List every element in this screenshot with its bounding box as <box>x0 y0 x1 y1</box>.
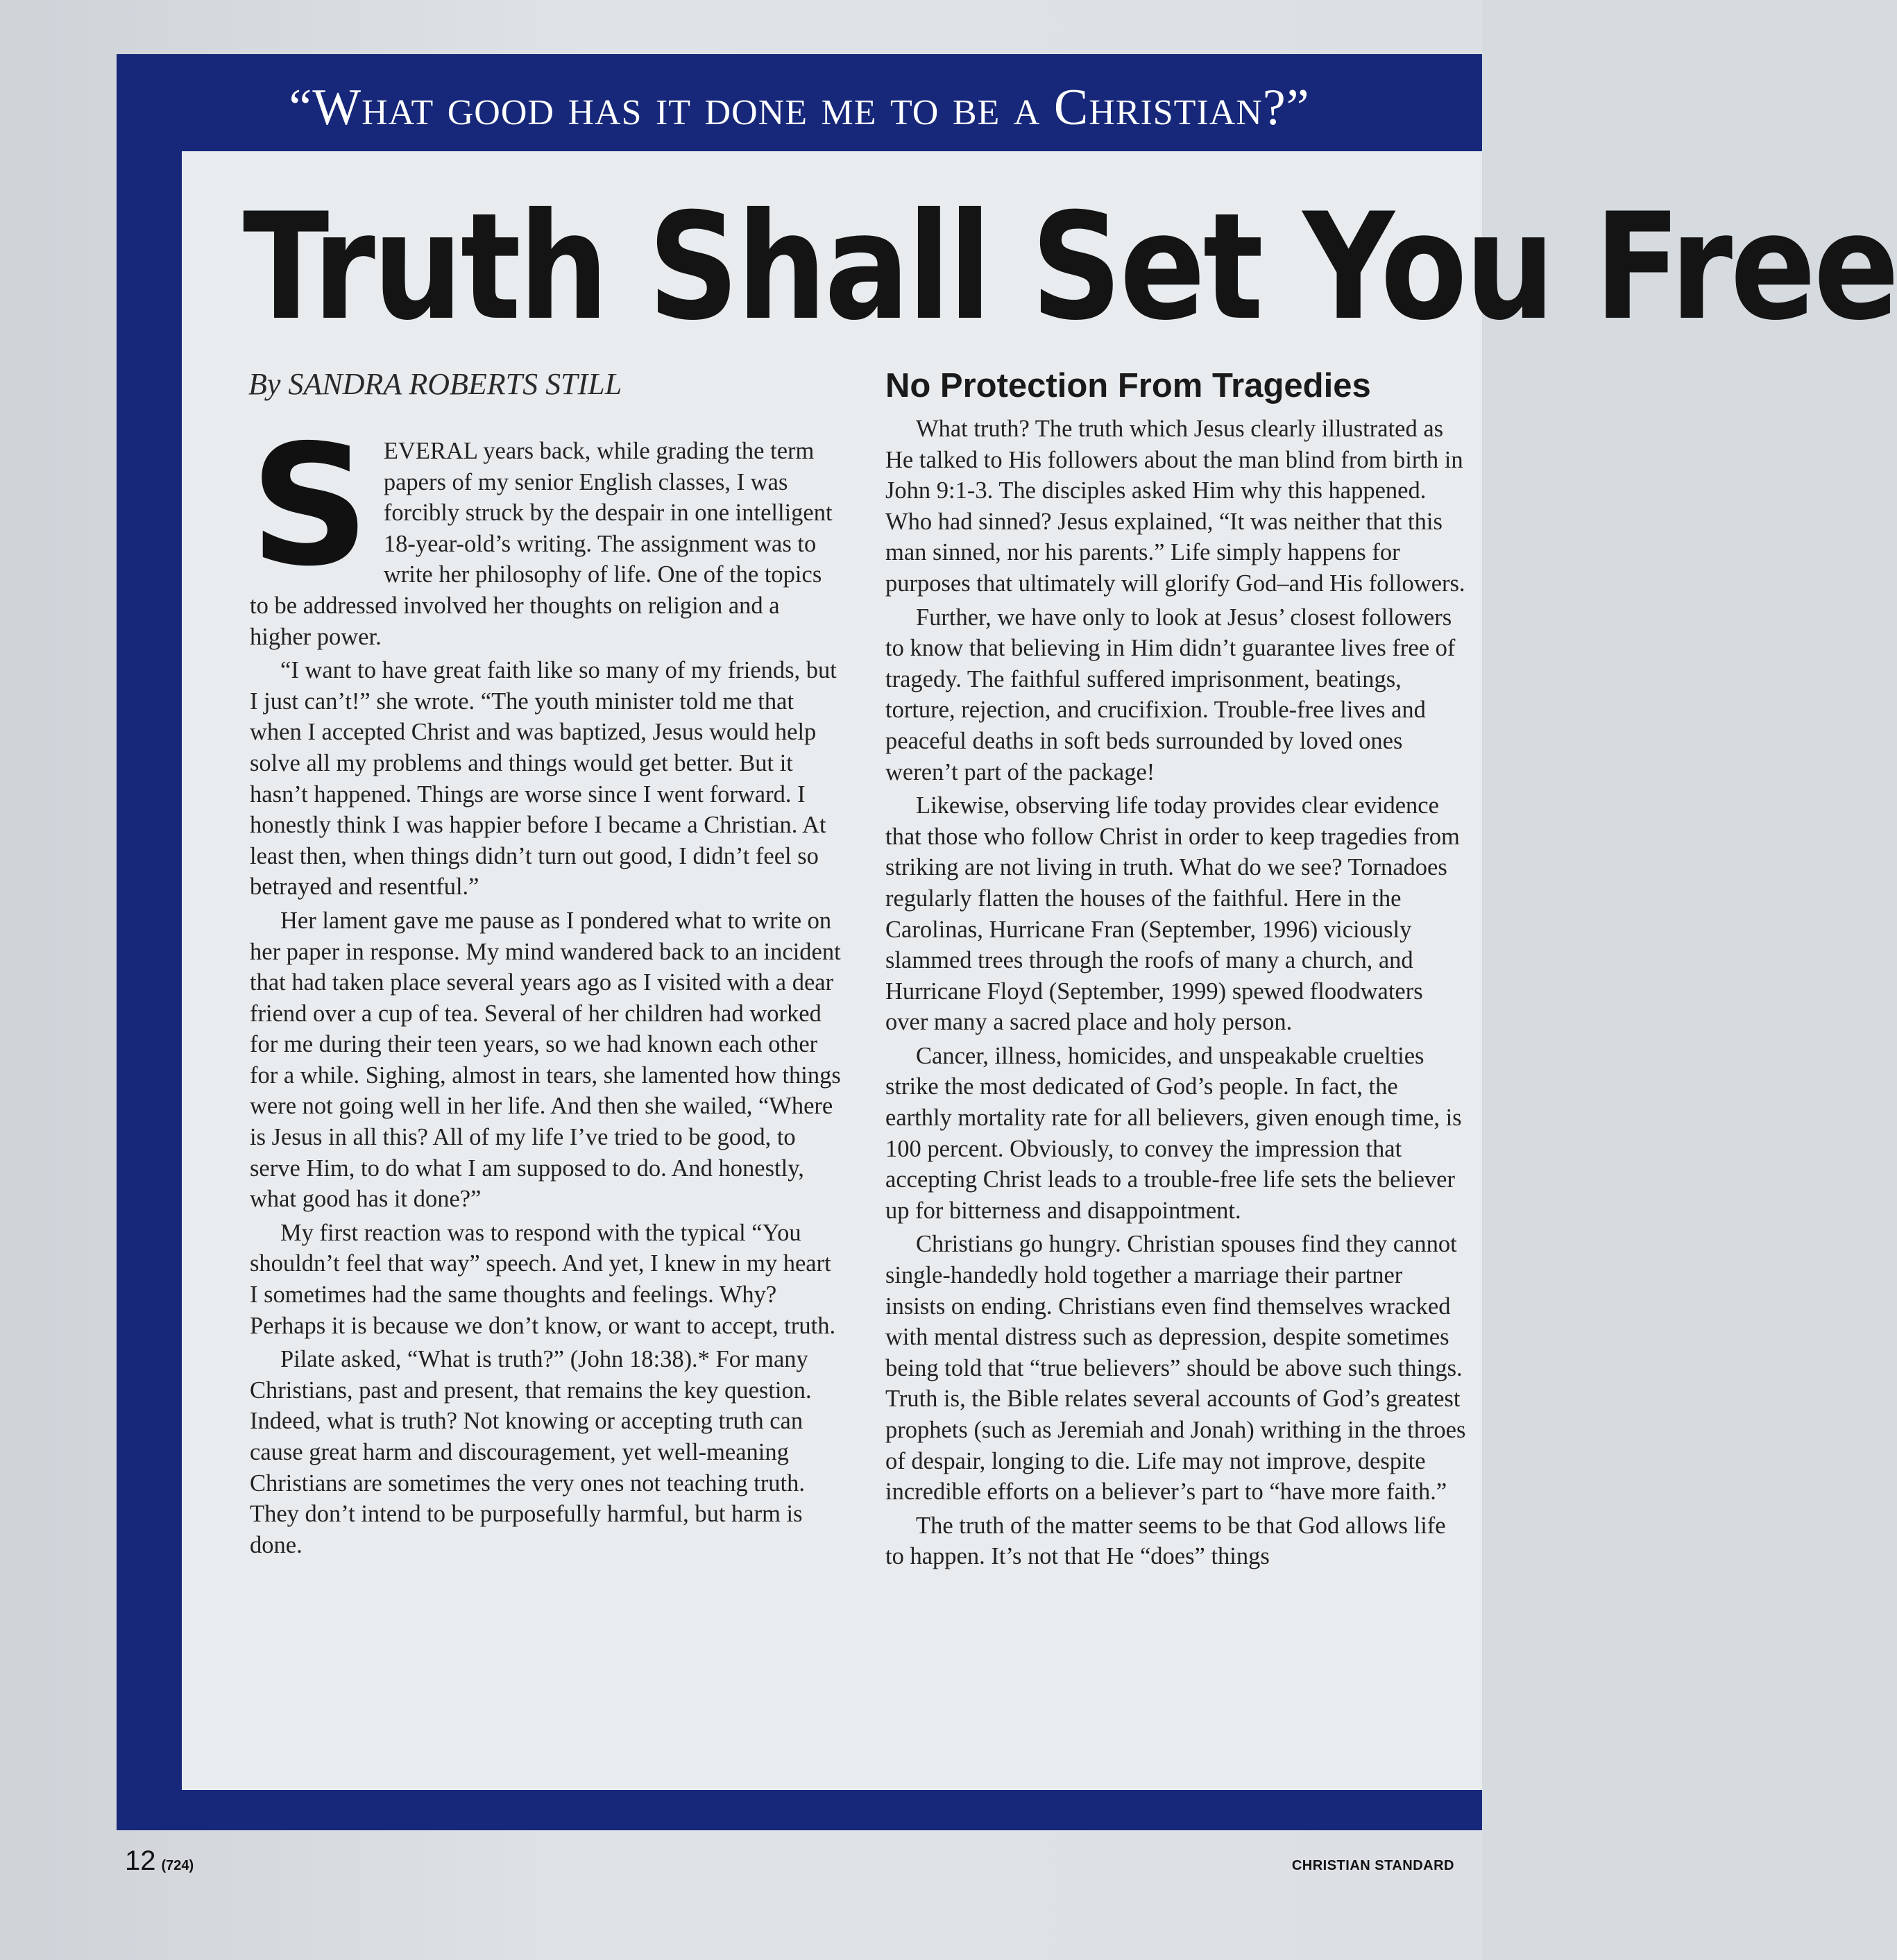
paragraph: Pilate asked, “What is truth?” (John 18:38).* For many Christians, past and present, that remains the key question. Indeed, what is truth? Not knowing or accepting truth can cause great harm and discouragement, yet well-meaning Christians are sometimes the very ones not teaching truth. They don’t intend to be purposefully harmful, but harm is done. <box>250 1346 812 1558</box>
left-column <box>250 409 844 1563</box>
page-sub-number: (724) <box>161 1858 194 1873</box>
paragraph <box>250 409 844 652</box>
paragraph: “I want to have great faith like so many of my friends, but I just can’t!” she wrote. “The youth minister told me that when I accepted Christ and was baptized, Jesus would help solve all my problems and things would get better. But it hasn’t happened. Things are worse since I went forward. I honestly think I was happier before I became a Christian. At least then, when things didn’t turn out good, I didn’t feel so betrayed and resentful.” <box>250 657 837 901</box>
paragraph: Likewise, observing life today provides clear evidence that those who follow Christ in order to keep tragedies from striking are not living in truth. What do we see? Tornadoes regularly flatten the houses of the faithful. Here in the Carolinas, Hurricane Fran (September, 1996) viciously slammed trees through the roofs of many a church, and Hurricane Floyd (September, 1999) spewed floodwaters over many a sacred place and holy person. <box>885 792 1460 1036</box>
page-number: 12 <box>125 1846 156 1876</box>
paragraph: Cancer, illness, homicides, and unspeakable cruelties strike the most dedicated of God’s people. In fact, the earthly mortality rate for all believers, given enough time, is 100 percent. Obviously, to convey the impression that accepting Christ leads to a trouble-free life sets the believer up for bitterness and disappointment. <box>885 1042 1462 1224</box>
paragraph: Her lament gave me pause as I pondered what to write on her paper in response. My mind wandered back to an incident that had taken place several years ago as I visited with a dear friend over a cup of tea. Several of her children had worked for me during their teen years, so we had known each other for a while. Sighing, almost in tears, she lamented how things were not going well in her life. And then she wailed, “Where is Jesus in all this? All of my life I’ve tried to be good, to serve Him, to do what I am supposed to do. And honestly, what good has it done?” <box>250 907 841 1213</box>
kicker-quote: “What good has it done me to be a Christian?” <box>289 79 1310 136</box>
page-folio <box>125 1846 194 1877</box>
right-column <box>885 414 1468 1575</box>
paragraph: The truth of the matter seems to be that God allows life to happen. It’s not that He “does” things <box>885 1512 1446 1570</box>
section-heading: No Protection From Tragedies <box>885 367 1371 404</box>
paragraph: What truth? The truth which Jesus clearly illustrated as He talked to His followers about the man blind from birth in John 9:1-3. The disciples asked Him why this happened. Who had sinned? Jesus explained, “It was neither that this man sinned, nor his parents.” Life simply happens for purposes that ultimately will glorify God–and His followers. <box>885 416 1465 597</box>
paragraph-text: EVERAL years back, while grading the term papers of my senior English classes, I was forcibly struck by the despair in one intelligent 18-year-old’s writing. The assignment was to write her philosophy of life. One of the topics to be addressed involved her thoughts on religion and a higher power. <box>250 438 833 650</box>
paragraph: Further, we have only to look at Jesus’ closest followers to know that believing in Him didn’t guarantee lives free of tragedy. The faithful suffered imprisonment, beatings, torture, rejection, and crucifixion. Trouble-free lives and peaceful deaths in soft beds surrounded by loved ones weren’t part of the package! <box>885 604 1456 785</box>
publication-name: CHRISTIAN STANDARD <box>1291 1858 1454 1873</box>
headline: Truth Shall Set You Free <box>243 181 1897 352</box>
paragraph: Christians go hungry. Christian spouses find they cannot single-handedly hold together a marriage their partner insists on ending. Christians even find themselves wracked with mental distress such as depression, despite sometimes being told that “true believers” should be above such things. Truth is, the Bible relates several accounts of God’s greatest prophets (such as Jeremiah and Jonah) writhing in the throes of despair, longing to die. Life may not improve, despite incredible efforts on a believer’s part to “have more faith.” <box>885 1231 1466 1506</box>
byline: By SANDRA ROBERTS STILL <box>248 367 622 401</box>
drop-cap: S <box>250 409 370 603</box>
paragraph: My first reaction was to respond with the typical “You shouldn’t feel that way” speech. And yet, I knew in my heart I sometimes had the same thoughts and feelings. Why? Perhaps it is because we don’t know, or want to accept, truth. <box>250 1219 836 1339</box>
